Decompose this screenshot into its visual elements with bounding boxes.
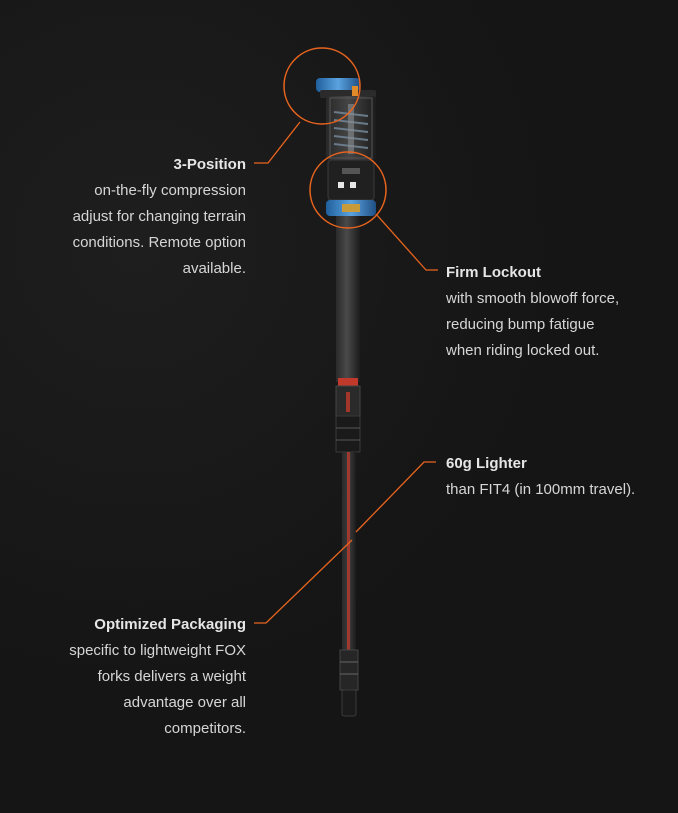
cartridge-housing-icon: [326, 96, 376, 160]
callout-description: than FIT4 (in 100mm travel).: [446, 481, 636, 498]
callout-60g-lighter: [446, 451, 671, 503]
leader-line-firm-lockout-icon: [376, 214, 438, 270]
callout-title: 60g Lighter: [446, 455, 527, 472]
compression-knob-icon: [316, 78, 376, 98]
callout-optimized-packaging: [30, 612, 246, 742]
callout-title: 3-Position: [173, 156, 246, 173]
leader-line-60g-lighter-icon: [356, 462, 436, 532]
callout-3-position: [30, 152, 246, 282]
callout-title: Firm Lockout: [446, 264, 542, 281]
callout-firm-lockout: [446, 260, 666, 364]
damper-shaft-icon: [340, 452, 358, 716]
callout-title: Optimized Packaging: [94, 616, 246, 633]
callout-description: specific to lightweight FOX forks delivers a weight advantage over all competitors.: [69, 642, 246, 737]
callout-description: with smooth blowoff force, reducing bump fatigue when riding locked out.: [446, 290, 620, 359]
lockout-body-icon: [326, 160, 376, 216]
callout-description: on-the-fly compression adjust for changing terrain conditions. Remote option available.: [72, 182, 246, 277]
piston-icon: [336, 378, 360, 452]
leader-line-3-position-icon: [254, 122, 300, 163]
leader-line-optimized-packaging-icon: [254, 540, 352, 623]
damper-tube-icon: [336, 216, 360, 382]
